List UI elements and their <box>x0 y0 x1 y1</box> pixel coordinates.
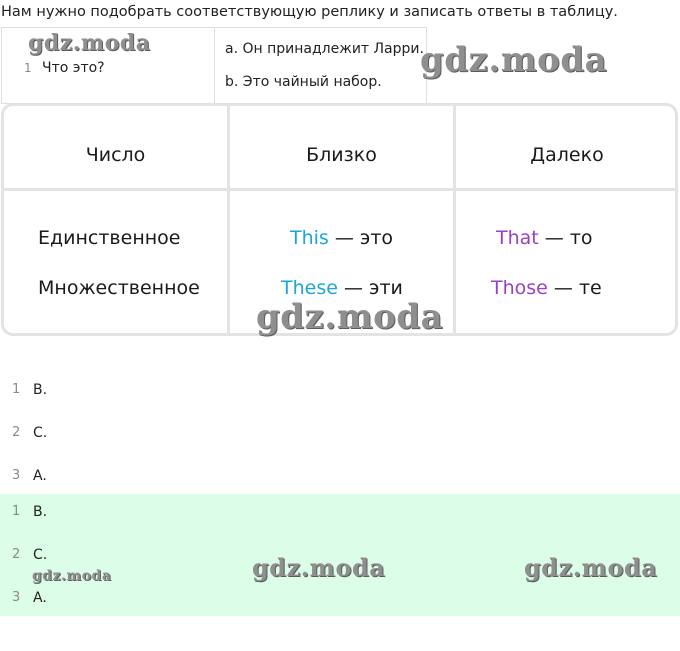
answer-number: 2 <box>12 425 21 440</box>
answer-number: 3 <box>12 468 21 483</box>
task-number: 1 <box>24 61 32 75</box>
row-singular-near <box>290 227 393 249</box>
word-this: This <box>290 227 329 249</box>
column-divider <box>227 106 230 333</box>
translation-this: — это <box>328 227 394 249</box>
answer-number: 1 <box>12 382 21 397</box>
watermark: gdz.moda <box>32 568 112 584</box>
header-number: Число <box>85 144 146 166</box>
answer-text: C. <box>33 547 48 563</box>
task-options-cell <box>215 28 426 103</box>
watermark: gdz.moda <box>524 553 658 582</box>
task-instruction: Нам нужно подобрать соответствующую реплику и записать ответы в таблицу. <box>1 4 618 20</box>
row-singular-far <box>496 227 593 249</box>
watermark: gdz.moda <box>252 553 386 582</box>
answer-text: C. <box>33 425 48 441</box>
answer-number: 1 <box>12 504 21 519</box>
word-these: These <box>281 277 338 299</box>
task-option-a: a. Он принадлежит Ларри. <box>225 41 424 57</box>
answer-number: 3 <box>12 590 21 605</box>
word-those: Those <box>491 277 548 299</box>
task-question: Что это? <box>42 60 105 76</box>
row-plural-near <box>281 277 403 299</box>
task-option-b: b. Это чайный набор. <box>225 74 382 90</box>
answer-text: A. <box>33 468 47 484</box>
translation-that: — то <box>538 227 593 249</box>
header-near: Близко <box>306 144 377 166</box>
row-singular-label: Единственное <box>38 227 181 249</box>
watermark: gdz.moda <box>420 40 608 80</box>
column-divider <box>453 106 456 333</box>
answer-text: A. <box>33 590 47 606</box>
watermark: gdz.moda <box>256 297 444 337</box>
answer-number: 2 <box>12 547 21 562</box>
word-that: That <box>496 227 539 249</box>
answer-text: B. <box>33 382 48 398</box>
row-plural-label: Множественное <box>38 277 200 299</box>
translation-those: — те <box>547 277 602 299</box>
watermark: gdz.moda <box>28 30 151 56</box>
header-divider <box>4 188 675 191</box>
header-far: Далеко <box>530 144 604 166</box>
row-plural-far <box>491 277 602 299</box>
answer-text: B. <box>33 504 48 520</box>
translation-these: — эти <box>337 277 403 299</box>
